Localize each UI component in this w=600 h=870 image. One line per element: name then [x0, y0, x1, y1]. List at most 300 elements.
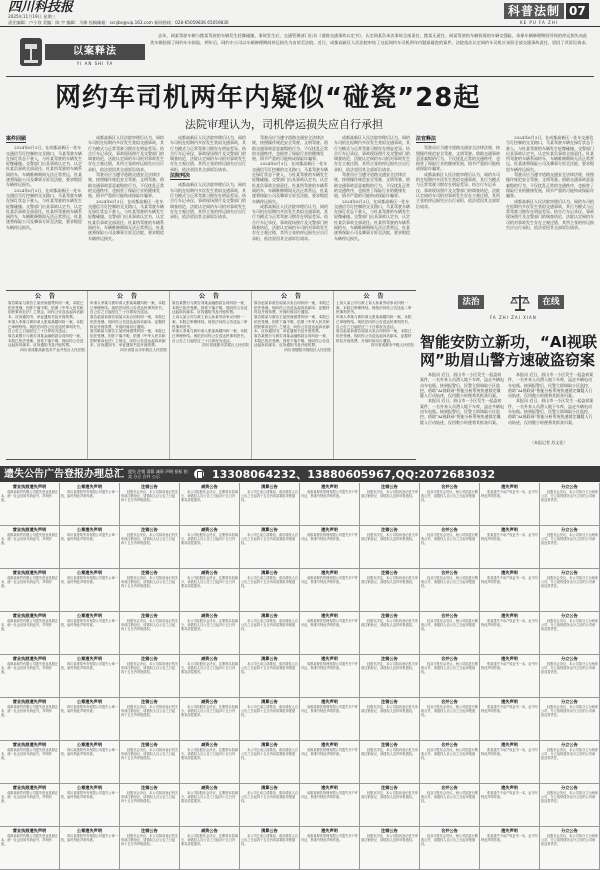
classified-text: 经股东会决议，本公司拟分立为两家公司，分立前的债务由分立后的公司承担连带责任。: [541, 618, 598, 631]
classified-text: 经股东会决议，本公司拟向登记机关申请注销登记，请债权人自公告之日起四十五日内申报债权。: [121, 489, 178, 502]
classified-title: 清算公告: [261, 742, 278, 747]
classified-notice: [240, 569, 300, 612]
classified-notice: [540, 655, 600, 698]
classified-notice: [480, 741, 540, 784]
classified-title: 合并公告: [441, 828, 458, 833]
classified-notice: [0, 612, 60, 655]
classified-text: 本公司经股东会决议，注册资本拟减少，请债权人自公告之日起四十五日内要求清偿债务。: [181, 618, 238, 631]
classified-notice: [120, 655, 180, 698]
classified-title: 注销公告: [141, 742, 158, 747]
classified-text: 经双方股东会决议，两公司拟进行吸收合并，请债权人自公告之日起申报债权。: [421, 747, 478, 760]
article-column-1: [6, 135, 84, 285]
classified-text: 张某遗失不动产权证书一本，证书号特此声明作废。: [481, 575, 538, 584]
classified-text: 本公司已成立清算组，请各债权人自公告之日起四十五日内向清算组申报债权。: [241, 704, 298, 717]
classified-notice: [480, 784, 540, 827]
classified-title: 注销公告: [141, 699, 158, 704]
classified-text: 经股东会决议，本公司拟向登记机关申请注销登记，请债权人自公告之日起四十五日内申报债权。: [121, 618, 178, 631]
article-intro: [150, 33, 590, 46]
classified-title: 注销公告: [141, 570, 158, 575]
article-column-7: [506, 135, 594, 285]
classified-title: 减资公告: [201, 527, 218, 532]
classified-title: 遗失声明: [501, 613, 518, 618]
second-story-text: 本报讯 近日，眉山市一小区发生一起盗窃案件，一名外来人员潜入地下车库，盗走多辆电动车电瓶。接到报警后，民警立即调取小区监控，借助“AI视联网”智能分析系统快速锁定嫌疑人行动轨迹，仅用数小时便将其抓获归案。: [420, 398, 504, 425]
classified-notice: [60, 526, 120, 569]
second-story-text: 本报讯 近日，眉山市一小区发生一起盗窃案件，一名外来人员潜入地下车库，盗走多辆电动车电瓶。接到报警后，民警立即调取小区监控，借助“AI视联网”智能分析系统快速锁定嫌疑人行动轨迹，仅用数小时便将其抓获归案。: [508, 398, 594, 425]
classified-notice: [0, 698, 60, 741]
article-column-2: [88, 135, 166, 285]
section-text: 驾驶员应当遵守道路交通安全法律法规，按照操作规范安全驾驶、文明驾驶。借助交通事故恶意索赔的行为，不仅扰乱正常的交通秩序，也损害了保险行业的健康发展，情节严重的可能构成保险诈骗罪。: [88, 172, 164, 199]
classified-title: 分立公告: [561, 613, 578, 618]
classified-notice: [480, 483, 540, 526]
classified-notice: [420, 612, 480, 655]
classified-notice: [0, 483, 60, 526]
classified-title: 公章遗失声明: [76, 656, 103, 661]
classified-title: 营业执照遗失声明: [12, 742, 47, 747]
classified-text: 张某遗失不动产权证书一本，证书号特此声明作废。: [481, 532, 538, 541]
classified-title: 遗失声明: [321, 656, 338, 661]
article-subheadline: 法院审理认为，司机停运损失应自行承担: [185, 118, 383, 131]
classified-text: 成都某餐饮管理有限公司遗失开户许可证，核准号特此声明作废。: [301, 747, 358, 756]
notice-signature: 四川省德阳市旌阳区人民法院: [284, 348, 331, 353]
classified-text: 本公司已成立清算组，请各债权人自公告之日起四十五日内向清算组申报债权。: [241, 661, 298, 674]
classified-title: 遗失声明: [321, 699, 338, 704]
classified-text: 成都某商贸有限公司遗失营业执照正本，统一社会信用代码证号，声明作废。: [1, 704, 58, 717]
classified-title: 遗失声明: [321, 613, 338, 618]
classified-title: 注销公告: [381, 613, 398, 618]
scales-of-justice-icon: [510, 294, 530, 312]
classified-notice: [420, 483, 480, 526]
classified-notice: [60, 784, 120, 827]
classified-title: 公章遗失声明: [76, 742, 103, 747]
classified-text: 成都某餐饮管理有限公司遗失开户许可证，核准号特此声明作废。: [301, 661, 358, 670]
classified-title: 遗失声明: [321, 570, 338, 575]
classified-text: 经股东决定，本公司拟向登记机关申请注销登记，请债权人及时申报债权。: [361, 489, 418, 498]
classified-notice: [300, 612, 360, 655]
classified-title: 公章遗失声明: [76, 570, 103, 575]
classified-title: 注销公告: [381, 742, 398, 747]
classified-text: 成都某餐饮管理有限公司遗失开户许可证，核准号特此声明作废。: [301, 833, 358, 842]
notice: [6, 291, 88, 459]
classified-text: 经股东会决议，本公司拟向登记机关申请注销登记，请债权人自公告之日起四十五日内申报债权。: [121, 575, 178, 588]
notice-title: 公 告: [198, 293, 223, 300]
section-text: 2024年6月3日，在成都高新区一处车交通信号灯控制的交叉路口，马某驾驶车辆在绿灯状态下驶入，与杜某驾驶的车辆发生轻微碰撞。交警部门出具事故认定书，认定杜某负事故全部责任。杜某所驾驶的车辆系网约车，车辆维修期间无法正常营运，杜某遂将保险公司及肇事方诉至法院，要求赔偿车辆停运损失。: [88, 198, 164, 241]
classified-title: 减资公告: [201, 656, 218, 661]
classified-title: 注销公告: [381, 828, 398, 833]
classified-notice: [60, 827, 120, 870]
notice-signature: 四川省成都高新技术产业开发区人民法院: [20, 348, 85, 353]
classified-text: 经股东会决议，本公司拟向登记机关申请注销登记，请债权人自公告之日起四十五日内申报债权。: [121, 704, 178, 717]
classified-notice: [540, 741, 600, 784]
classified-title: 分立公告: [561, 570, 578, 575]
classified-title: 遗失声明: [321, 527, 338, 532]
classified-text: 张某遗失不动产权证书一本，证书号特此声明作废。: [481, 833, 538, 842]
classified-text: 经股东会决议，本公司拟分立为两家公司，分立前的债务由分立后的公司承担连带责任。: [541, 833, 598, 846]
section-text: 成都高新区人民法院审理后认为，网约车司机在短期内多次发生类似交通事故，其行为模式与正常驾驶习惯存在明显差异。结合行车记录仪、事故现场照片及交警部门的调查结论，法院认定网约车司机对事故发生存在主观过错，其所主张的停运损失应自行承担，依法驳回其全部诉讼请求。: [252, 203, 328, 241]
notice: [88, 291, 170, 459]
section-text: 成都高新区人民法院审理后认为，网约车司机在短期内多次发生类似交通事故，其行为模式与正常驾驶习惯存在明显差异。结合行车记录仪、事故现场照片及交警部门的调查结论，法院认定网约车司机对事故发生存在主观过错，其所主张的停运损失应自行承担，依法驳回其全部诉讼请求。: [170, 135, 246, 172]
second-story-text: 本报讯 近日，眉山市一小区发生一起盗窃案件，一名外来人员潜入地下车库，盗走多辆电动车电瓶。接到报警后，民警立即调取小区监控，借助“AI视联网”智能分析系统快速锁定嫌疑人行动轨迹，仅用数小时便将其抓获归案。: [508, 372, 594, 399]
classified-notice: [120, 784, 180, 827]
section-pinyin: KE PU FA ZHI: [520, 20, 558, 25]
classified-title: 公章遗失声明: [76, 484, 103, 489]
classified-notice: [360, 741, 420, 784]
classified-text: 经股东会决议，本公司拟分立为两家公司，分立前的债务由分立后的公司承担连带责任。: [541, 790, 598, 803]
classified-title: 减资公告: [201, 699, 218, 704]
law-banner-pinyin: FA ZHI ZAI XIAN: [490, 315, 537, 320]
newspaper-logo: 四川科技报: [8, 0, 74, 15]
column-banner: 以案释法: [45, 44, 145, 60]
classified-text: 经股东会决议，本公司拟向登记机关申请注销登记，请债权人自公告之日起四十五日内申报债权。: [121, 532, 178, 545]
classified-text: 本公司已成立清算组，请各债权人自公告之日起四十五日内向清算组申报债权。: [241, 747, 298, 760]
classified-notice: [180, 655, 240, 698]
classified-notice: [120, 526, 180, 569]
classified-title: 清算公告: [261, 828, 278, 833]
classified-notice: [0, 741, 60, 784]
classified-text: 本公司经股东会决议，注册资本拟减少，请债权人自公告之日起四十五日内要求清偿债务。: [181, 575, 238, 588]
classified-text: 成都某商贸有限公司遗失营业执照正本，统一社会信用代码证号，声明作废。: [1, 790, 58, 803]
section-name: 科普法制: [504, 3, 564, 19]
classified-notice: [180, 784, 240, 827]
classified-text: 经股东会决议，本公司拟向登记机关申请注销登记，请债权人自公告之日起四十五日内申报债权。: [121, 790, 178, 803]
classified-notice: [360, 698, 420, 741]
classified-text: 本公司已成立清算组，请各债权人自公告之日起四十五日内向清算组申报债权。: [241, 790, 298, 803]
article-column-3: [170, 135, 248, 285]
classified-title: 清算公告: [261, 570, 278, 575]
divider: [6, 76, 594, 77]
court-notices: [6, 290, 416, 460]
classified-title: 清算公告: [261, 785, 278, 790]
section-text: 成都高新区人民法院审理后认为，网约车司机在短期内多次发生类似交通事故，其行为模式与正常驾驶习惯存在明显差异。结合行车记录仪、事故现场照片及交警部门的调查结论，法院认定网约车司机对事故发生存在主观过错，其所主张的停运损失应自行承担，依法驳回其全部诉讼请求。: [334, 135, 410, 172]
classified-title: 遗失声明: [321, 742, 338, 747]
classified-notice: [180, 526, 240, 569]
notice-text: 原告陈某与被告王某民间借贷纠纷一案，本院已依法受理。因你下落不明，依照《中华人民共和国民事诉讼法》之规定，向你公告送达起诉状副本、应诉通知书、举证通知书及开庭传票。: [90, 329, 166, 348]
classified-notice: [540, 526, 600, 569]
classified-text: 经股东决定，本公司拟向登记机关申请注销登记，请债权人及时申报债权。: [361, 532, 418, 541]
classified-notice: [420, 569, 480, 612]
classified-text: 经股东决定，本公司拟向登记机关申请注销登记，请债权人及时申报债权。: [361, 575, 418, 584]
classified-title: 注销公告: [141, 656, 158, 661]
classified-text: 本公司已成立清算组，请各债权人自公告之日起四十五日内向清算组申报债权。: [241, 532, 298, 545]
notice-text: 申请人李某与被申请人张某离婚纠纷一案，本院已审理终结。现依法向你公告送达民事判决书，自公告之日起经过三十日即视为送达。: [172, 329, 248, 343]
notice-text: 上诉人某公司与被上诉人孙某劳动争议纠纷一案，本院已审理终结。现依法向你公告送达二审民事判决书。: [172, 315, 248, 329]
classified-notice: [540, 483, 600, 526]
classified-notice: [360, 612, 420, 655]
classified-notice: [360, 827, 420, 870]
column-banner-pinyin: YI AN SHI FA: [76, 61, 114, 66]
classified-text: 经股东会决议，本公司拟向登记机关申请注销登记，请债权人自公告之日起四十五日内申报债权。: [121, 661, 178, 674]
classified-title: 合并公告: [441, 570, 458, 575]
classified-notice: [300, 483, 360, 526]
classified-text: 经股东决定，本公司拟向登记机关申请注销登记，请债权人及时申报债权。: [361, 704, 418, 713]
classified-notice: [480, 612, 540, 655]
notice-text: 原告赵某诉被告周某买卖合同纠纷一案，本院已依法受理。现向你公告送达起诉状副本、证据材料及开庭传票，开庭时间另行通知。: [336, 329, 412, 343]
classified-text: 本公司已成立清算组，请各债权人自公告之日起四十五日内向清算组申报债权。: [241, 489, 298, 502]
classified-text: 经股东决定，本公司拟向登记机关申请注销登记，请债权人及时申报债权。: [361, 747, 418, 756]
classified-text: 张某遗失不动产权证书一本，证书号特此声明作废。: [481, 704, 538, 713]
notice-title: 公 告: [34, 293, 59, 300]
classified-title: 注销公告: [381, 656, 398, 661]
section-text: 驾驶员应当遵守道路交通安全法律法规，按照操作规范安全驾驶、文明驾驶。借助交通事故恶意索赔的行为，不仅扰乱正常的交通秩序，也损害了保险行业的健康发展，情节严重的可能构成保险诈骗罪。: [416, 145, 500, 172]
notice-signature: 四川省眉山市东坡区人民法院: [120, 348, 167, 353]
classified-notice: [240, 655, 300, 698]
classified-title: 减资公告: [201, 613, 218, 618]
classified-text: 本公司经股东会决议，注册资本拟减少，请债权人自公告之日起四十五日内要求清偿债务。: [181, 489, 238, 502]
classified-text: 经股东决定，本公司拟向登记机关申请注销登记，请债权人及时申报债权。: [361, 833, 418, 842]
classified-text: 经股东会决议，本公司拟分立为两家公司，分立前的债务由分立后的公司承担连带责任。: [541, 747, 598, 760]
classified-notice: [480, 698, 540, 741]
classified-title: 营业执照遗失声明: [12, 613, 47, 618]
classified-notice: [360, 526, 420, 569]
classified-text: 成都某商贸有限公司遗失营业执照正本，统一社会信用代码证号，声明作废。: [1, 618, 58, 631]
masthead: [0, 0, 600, 27]
section-text: 成都高新区人民法院审理后认为，网约车司机在短期内多次发生类似交通事故，其行为模式与正常驾驶习惯存在明显差异。结合行车记录仪、事故现场照片及交警部门的调查结论，法院认定网约车司机对事故发生存在主观过错，其所主张的停运损失应自行承担，依法驳回其全部诉讼请求。: [88, 135, 164, 172]
article-column-5: [334, 135, 412, 285]
classified-title: 公章遗失声明: [76, 613, 103, 618]
classified-text: 经双方股东会决议，两公司拟进行吸收合并，请债权人自公告之日起申报债权。: [421, 833, 478, 846]
classified-title: 公章遗失声明: [76, 699, 103, 704]
article-column-4: [252, 135, 330, 285]
classified-text: 四川某建筑劳务有限公司遗失公章一枚，编号特此声明作废。: [61, 489, 118, 498]
classified-text: 经股东会决议，本公司拟向登记机关申请注销登记，请债权人自公告之日起四十五日内申报债权。: [121, 833, 178, 846]
classified-text: 经股东决定，本公司拟向登记机关申请注销登记，请债权人及时申报债权。: [361, 790, 418, 799]
classified-title: 合并公告: [441, 656, 458, 661]
classified-notice: [540, 784, 600, 827]
article-headline: 网约车司机两年内疑似“碰瓷”28起: [55, 83, 481, 113]
classified-text: 经双方股东会决议，两公司拟进行吸收合并，请债权人自公告之日起申报债权。: [421, 661, 478, 674]
classified-notice: [120, 741, 180, 784]
classified-title: 合并公告: [441, 742, 458, 747]
classified-notice: [120, 612, 180, 655]
classified-title: 分立公告: [561, 785, 578, 790]
classified-notice: [60, 698, 120, 741]
classified-notice: [60, 483, 120, 526]
classified-title: 公章遗失声明: [76, 828, 103, 833]
classified-notice: [540, 612, 600, 655]
classified-text: 本公司已成立清算组，请各债权人自公告之日起四十五日内向清算组申报债权。: [241, 618, 298, 631]
gavel-emblem-icon: [20, 38, 42, 66]
classified-notice: [300, 526, 360, 569]
section-text: 驾驶员应当遵守道路交通安全法律法规，按照操作规范安全驾驶、文明驾驶。借助交通事故恶意索赔的行为，不仅扰乱正常的交通秩序，也损害了保险行业的健康发展，情节严重的可能构成保险诈骗罪。: [252, 135, 328, 162]
classified-notice: [120, 827, 180, 870]
classified-text: 经股东会决议，本公司拟分立为两家公司，分立前的债务由分立后的公司承担连带责任。: [541, 489, 598, 502]
classified-text: 经双方股东会决议，两公司拟进行吸收合并，请债权人自公告之日起申报债权。: [421, 704, 478, 717]
classified-text: 张某遗失不动产权证书一本，证书号特此声明作废。: [481, 618, 538, 627]
classified-notice: [300, 569, 360, 612]
classified-text: 经双方股东会决议，两公司拟进行吸收合并，请债权人自公告之日起申报债权。: [421, 575, 478, 588]
classified-title: 分立公告: [561, 484, 578, 489]
classified-title: 分立公告: [561, 828, 578, 833]
classified-text: 四川某建筑劳务有限公司遗失公章一枚，编号特此声明作废。: [61, 833, 118, 842]
classified-notice: [0, 526, 60, 569]
classifieds-grid: [0, 483, 600, 870]
classified-title: 注销公告: [381, 785, 398, 790]
classified-text: 本公司经股东会决议，注册资本拟减少，请债权人自公告之日起四十五日内要求清偿债务。: [181, 661, 238, 674]
classified-notice: [240, 526, 300, 569]
classified-text: 成都某餐饮管理有限公司遗失开户许可证，核准号特此声明作废。: [301, 618, 358, 627]
classified-title: 遗失声明: [321, 785, 338, 790]
classified-title: 营业执照遗失声明: [12, 785, 47, 790]
classified-notice: [360, 569, 420, 612]
classified-notice: [0, 784, 60, 827]
notice: [170, 291, 252, 459]
notice-title: 公 告: [363, 293, 387, 300]
classified-text: 成都某商贸有限公司遗失营业执照正本，统一社会信用代码证号，声明作废。: [1, 532, 58, 545]
classified-title: 遗失声明: [501, 828, 518, 833]
classified-title: 清算公告: [261, 613, 278, 618]
classified-title: 减资公告: [201, 828, 218, 833]
notice: [252, 291, 334, 459]
classified-title: 减资公告: [201, 570, 218, 575]
classified-title: 注销公告: [381, 699, 398, 704]
classified-text: 四川某建筑劳务有限公司遗失公章一枚，编号特此声明作废。: [61, 575, 118, 584]
classified-notice: [300, 698, 360, 741]
classified-title: 清算公告: [261, 484, 278, 489]
classified-title: 遗失声明: [501, 699, 518, 704]
classified-title: 营业执照遗失声明: [12, 656, 47, 661]
classified-notice: [120, 569, 180, 612]
classified-title: 分立公告: [561, 656, 578, 661]
classified-title: 分立公告: [561, 527, 578, 532]
classified-notice: [300, 655, 360, 698]
section-heading: 法官释法: [416, 136, 437, 142]
classified-title: 营业执照遗失声明: [12, 699, 47, 704]
law-banner-left: 法治: [458, 295, 484, 309]
notice-text: 原告某银行与被告刘某金融借款合同纠纷一案，本院已依法受理。因你下落不明，现向你公告送达起诉状副本、应诉通知书及开庭传票。: [254, 333, 330, 348]
classified-notice: [480, 569, 540, 612]
classified-title: 遗失声明: [501, 484, 518, 489]
phone-icon: [194, 469, 204, 479]
notice-signature: 四川省成都市武侯区人民法院: [202, 343, 249, 348]
classified-notice: [420, 698, 480, 741]
classified-title: 遗失声明: [321, 484, 338, 489]
classified-notice: [60, 612, 120, 655]
classified-title: 分立公告: [561, 742, 578, 747]
classified-title: 注销公告: [381, 570, 398, 575]
notice-text: 申请人李某与被申请人张某离婚纠纷一案，本院已审理终结。现依法向你公告送达民事判决书，自公告之日起经过三十日即视为送达。: [8, 319, 84, 334]
classified-text: 成都某商贸有限公司遗失营业执照正本，统一社会信用代码证号，声明作废。: [1, 747, 58, 760]
notice-text: 上诉人某公司与被上诉人孙某劳动争议纠纷一案，本院已审理终结。现依法向你公告送达二审民事判决书。: [336, 301, 412, 315]
classified-text: 四川某建筑劳务有限公司遗失公章一枚，编号特此声明作废。: [61, 747, 118, 756]
section-heading: 案件回顾: [6, 136, 27, 142]
classified-text: 本公司经股东会决议，注册资本拟减少，请债权人自公告之日起四十五日内要求清偿债务。: [181, 833, 238, 846]
classified-notice: [300, 827, 360, 870]
classified-notice: [180, 741, 240, 784]
classified-text: 经股东会决议，本公司拟分立为两家公司，分立前的债务由分立后的公司承担连带责任。: [541, 661, 598, 674]
notice-title: 公 告: [116, 293, 141, 300]
classified-title: 营业执照遗失声明: [12, 828, 47, 833]
classified-text: 经双方股东会决议，两公司拟进行吸收合并，请债权人自公告之日起申报债权。: [421, 489, 478, 502]
classified-notice: [420, 741, 480, 784]
classified-ad-banner: [0, 466, 600, 482]
classified-title: 注销公告: [141, 527, 158, 532]
notice-text: 申请人李某与被申请人张某离婚纠纷一案，本院已审理终结。现依法向你公告送达民事判决书，自公告之日起经过三十日即视为送达。: [90, 301, 166, 315]
classified-title: 营业执照遗失声明: [12, 570, 47, 575]
classified-title: 减资公告: [201, 742, 218, 747]
classified-notice: [420, 655, 480, 698]
classified-notice: [240, 698, 300, 741]
classified-title: 清算公告: [261, 656, 278, 661]
classified-title: 合并公告: [441, 527, 458, 532]
classified-notice: [360, 784, 420, 827]
classified-title: 遗失声明: [501, 742, 518, 747]
classified-text: 经双方股东会决议，两公司拟进行吸收合并，请债权人自公告之日起申报债权。: [421, 790, 478, 803]
classified-title: 注销公告: [141, 484, 158, 489]
classified-title: 清算公告: [261, 527, 278, 532]
second-story-column-1: [420, 372, 504, 450]
ad-phone-numbers: 13308064232、13880605967,QQ:2072683032: [212, 467, 496, 481]
classified-title: 减资公告: [201, 484, 218, 489]
classified-text: 成都某商贸有限公司遗失营业执照正本，统一社会信用代码证号，声明作废。: [1, 575, 58, 588]
classified-notice: [540, 827, 600, 870]
classified-title: 遗失声明: [321, 828, 338, 833]
section-text: 成都高新区人民法院审理后认为，网约车司机在短期内多次发生类似交通事故，其行为模式与正常驾驶习惯存在明显差异。结合行车记录仪、事故现场照片及交警部门的调查结论，法院认定网约车司机对事故发生存在主观过错，其所主张的停运损失应自行承担，依法驳回其全部诉讼请求。: [416, 171, 500, 209]
classified-notice: [240, 741, 300, 784]
classified-text: 本公司经股东会决议，注册资本拟减少，请债权人自公告之日起四十五日内要求清偿债务。: [181, 532, 238, 545]
classified-notice: [240, 483, 300, 526]
classified-text: 四川某建筑劳务有限公司遗失公章一枚，编号特此声明作废。: [61, 532, 118, 541]
section-text: 驾驶员应当遵守道路交通安全法律法规，按照操作规范安全驾驶、文明驾驶。借助交通事故恶意索赔的行为，不仅扰乱正常的交通秩序，也损害了保险行业的健康发展，情节严重的可能构成保险诈骗罪。: [334, 172, 410, 199]
classified-notice: [0, 827, 60, 870]
notice: [334, 291, 416, 459]
classified-title: 公章遗失声明: [76, 785, 103, 790]
classified-text: 张某遗失不动产权证书一本，证书号特此声明作废。: [481, 489, 538, 498]
section-text: 2024年6月3日，在成都高新区一处车交通信号灯控制的交叉路口，马某驾驶车辆在绿灯状态下驶入，与杜某驾驶的车辆发生轻微碰撞。交警部门出具事故认定书，认定杜某负事故全部责任。杜某所驾驶的车辆系网约车，车辆维修期间无法正常营运，杜某遂将保险公司及肇事方诉至法院，要求赔偿车辆停运损失。: [252, 161, 328, 204]
law-banner-right: 在线: [538, 295, 564, 309]
classified-notice: [240, 827, 300, 870]
classified-notice: [180, 483, 240, 526]
notice-text: 原告赵某诉被告周某买卖合同纠纷一案，本院已依法受理。现向你公告送达起诉状副本、证据材料及开庭传票，开庭时间另行通知。: [90, 315, 166, 329]
section-text: 2024年6月3日，在成都高新区一处车交通信号灯控制的交叉路口，马某驾驶车辆在绿灯状态下驶入，与杜某驾驶的车辆发生轻微碰撞。交警部门出具事故认定书，认定杜某负事故全部责任。杜某所驾驶的车辆系网约车，车辆维修期间无法正常营运，杜某遂将保险公司及肇事方诉至法院，要求赔偿车辆停运损失。: [6, 187, 82, 230]
second-story-text: 本报讯 近日，眉山市一小区发生一起盗窃案件，一名外来人员潜入地下车库，盗走多辆电动车电瓶。接到报警后，民警立即调取小区监控，借助“AI视联网”智能分析系统快速锁定嫌疑人行动轨迹，仅用数小时便将其抓获归案。: [420, 372, 504, 399]
classified-text: 张某遗失不动产权证书一本，证书号特此声明作废。: [481, 790, 538, 799]
classified-notice: [0, 655, 60, 698]
classified-text: 四川某建筑劳务有限公司遗失公章一枚，编号特此声明作废。: [61, 618, 118, 627]
section-label: [504, 3, 589, 19]
classified-notice: [480, 526, 540, 569]
editor-info: 责任编辑：卢小容 美编：陈 宇 编辑：马梅 投稿邮箱：scnjbs@vip.163.com 新闻热线：028-65059836 65059830: [8, 20, 229, 25]
classified-title: 减资公告: [201, 785, 218, 790]
classified-text: 经股东会决议，本公司拟分立为两家公司，分立前的债务由分立后的公司承担连带责任。: [541, 704, 598, 717]
page-number: 07: [566, 3, 589, 19]
section-text: 成都高新区人民法院审理后认为，网约车司机在短期内多次发生类似交通事故，其行为模式与正常驾驶习惯存在明显差异。结合行车记录仪、事故现场照片及交警部门的调查结论，法院认定网约车司机对事故发生存在主观过错，其所主张的停运损失应自行承担，依法驳回其全部诉讼请求。: [170, 182, 246, 220]
classified-title: 遗失声明: [501, 656, 518, 661]
classified-title: 注销公告: [381, 484, 398, 489]
classified-notice: [480, 827, 540, 870]
classified-text: 经双方股东会决议，两公司拟进行吸收合并，请债权人自公告之日起申报债权。: [421, 532, 478, 545]
section-text: 2024年6月3日，在成都高新区一处车交通信号灯控制的交叉路口，马某驾驶车辆在绿灯状态下驶入，与杜某驾驶的车辆发生轻微碰撞。交警部门出具事故认定书，认定杜某负事故全部责任。杜某所驾驶的车辆系网约车，车辆维修期间无法正常营运，杜某遂将保险公司及肇事方诉至法院，要求赔偿车辆停运损失。: [6, 145, 82, 188]
ad-services: 遗失 注销 清算 减资 声明 招标 拍卖 分立 合并 公示: [128, 469, 188, 479]
classified-notice: [420, 784, 480, 827]
classified-text: 成都某商贸有限公司遗失营业执照正本，统一社会信用代码证号，声明作废。: [1, 661, 58, 674]
classified-text: 成都某商贸有限公司遗失营业执照正本，统一社会信用代码证号，声明作废。: [1, 489, 58, 502]
classified-title: 合并公告: [441, 699, 458, 704]
article-column-6: [416, 135, 502, 285]
classified-title: 营业执照遗失声明: [12, 484, 47, 489]
classified-notice: [540, 698, 600, 741]
classified-notice: [300, 784, 360, 827]
classified-text: 本公司已成立清算组，请各债权人自公告之日起四十五日内向清算组申报债权。: [241, 575, 298, 588]
second-story-column-2: [508, 372, 594, 438]
classified-text: 成都某商贸有限公司遗失营业执照正本，统一社会信用代码证号，声明作废。: [1, 833, 58, 846]
intro-text: 去年，网某驾驶车辆与摆某驾驶的车辆发生轻微碰撞，事故发生后，交通管理部门出具《道路交通事故认定书》，认定网某负本次事故全部责任，摆某无责任。网某驾驶的车辆投保的车辆交强险，承保车辆修理期间导致的停运损失向此类车辆投保了网约车车损险，两年后，网约车公司以车辆修理期间停运损失为由诉至法院。近日，成都高新区人民法院审结了这起网约车司机两年内疑似碰瓷的案件，法院依法认定网约车司机应承担全部交通事故责任，驳回了其诉讼请求。: [150, 33, 590, 45]
classified-title: 营业执照遗失声明: [12, 527, 47, 532]
notice-title: 公 告: [280, 293, 305, 300]
reporter-credit: （本报记者 苏文佳）: [530, 440, 568, 445]
classified-text: 成都某餐饮管理有限公司遗失开户许可证，核准号特此声明作废。: [301, 575, 358, 584]
notice-text: 原告赵某诉被告周某买卖合同纠纷一案，本院已依法受理。现向你公告送达起诉状副本、证据材料及开庭传票，开庭时间另行通知。: [254, 301, 330, 315]
classified-notice: [480, 655, 540, 698]
classified-notice: [180, 612, 240, 655]
